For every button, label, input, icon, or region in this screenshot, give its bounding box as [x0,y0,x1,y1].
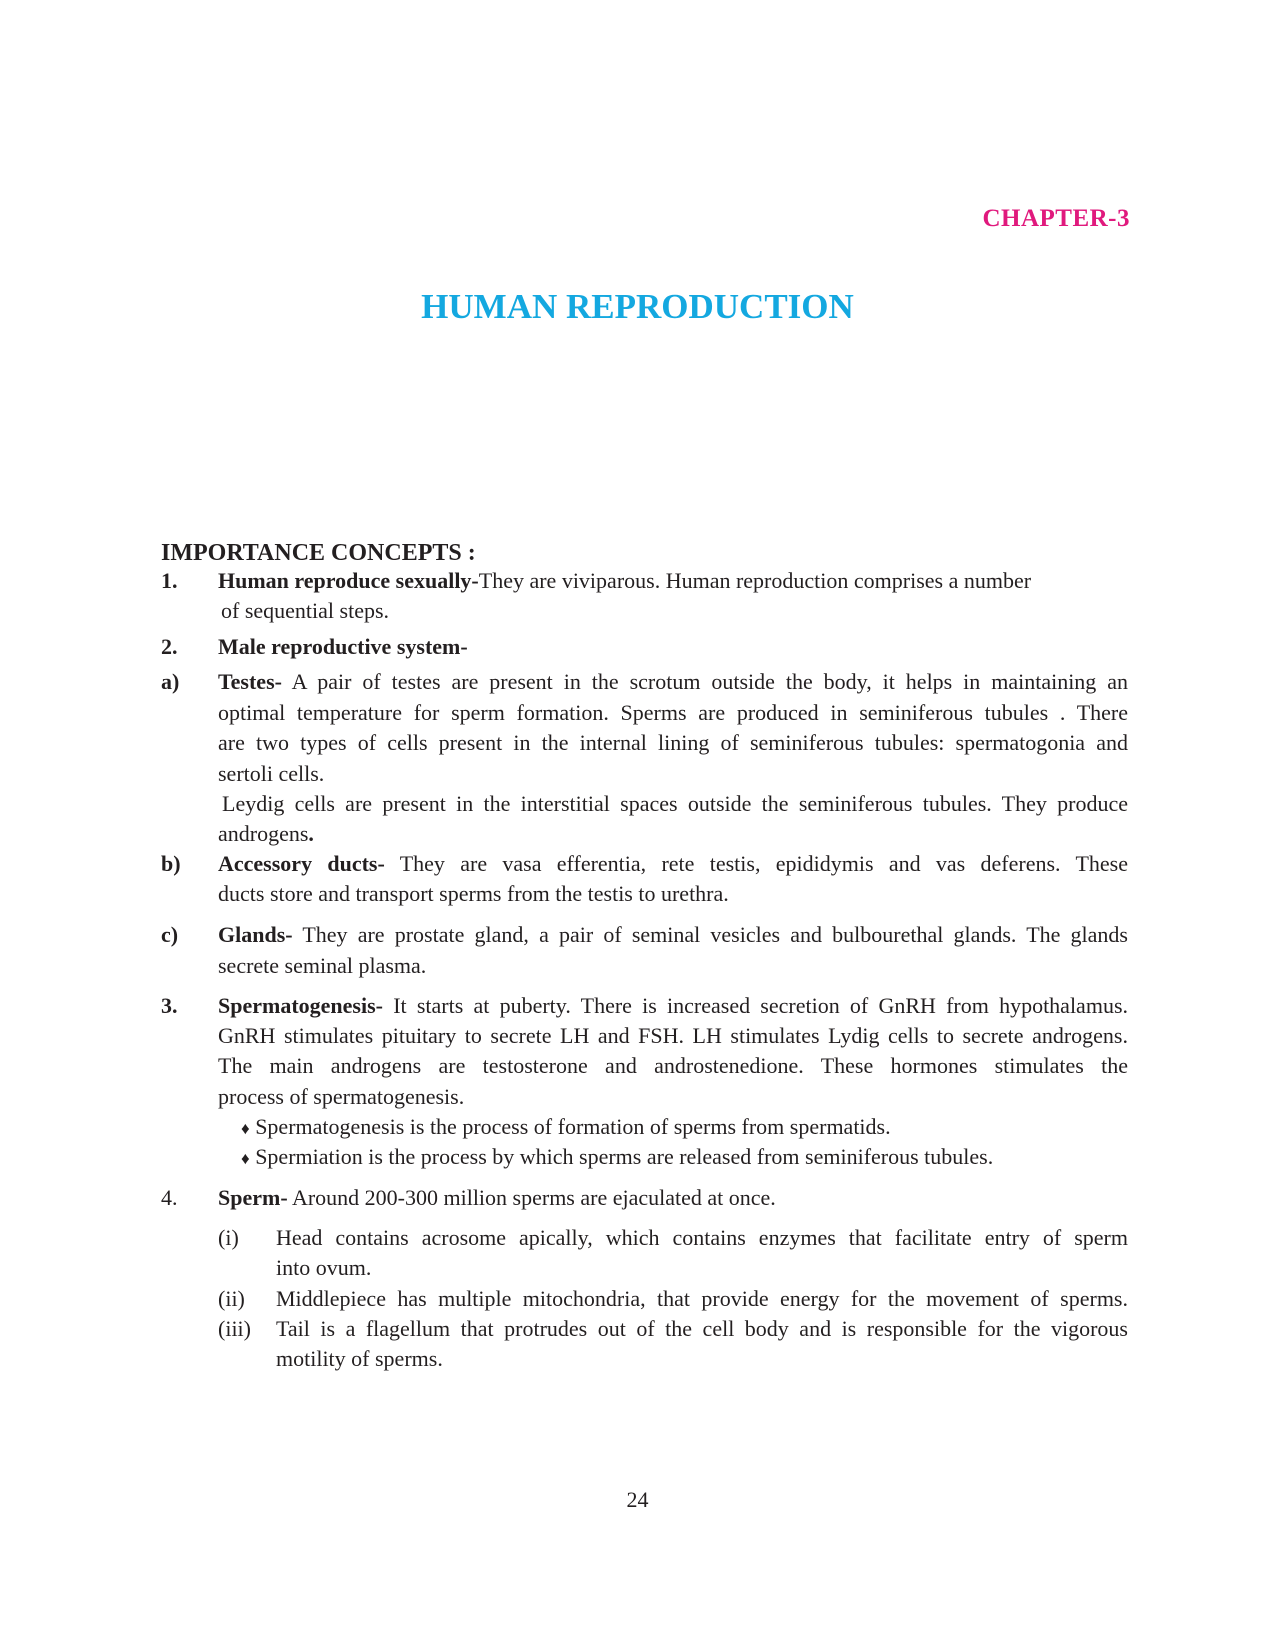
item-c-marker: c) [161,922,179,947]
item-4-text: Around 200-300 million sperms are ejaculated at once. [287,1185,776,1210]
item-b-text: They are vasa efferentia, rete testis, epididymis and vas deferens. These [384,851,1128,876]
sub-i-marker: (i) [218,1225,239,1250]
sub-ii-line-1: Middlepiece has multiple mitochondria, that provide energy for the movement of sperms. [276,1286,1128,1311]
item-a-line-6 [218,818,314,849]
item-a-marker: a) [161,669,180,694]
sub-iii-marker: (iii) [218,1316,251,1341]
bullet-2 [241,1141,993,1174]
item-2-marker: 2. [161,634,178,659]
bullet-diamond-icon: ♦ [241,1149,250,1168]
item-c-line-1 [218,919,1128,950]
bullet-1-text: Spermatogenesis is the process of formation of sperms from spermatids. [255,1114,891,1139]
item-b-marker: b) [161,851,181,876]
item-4-term: Sperm- [218,1185,288,1210]
item-1-marker: 1. [161,568,178,593]
item-a-line-3: are two types of cells present in the internal lining of seminiferous tubules: spermatogonia and [218,730,1128,755]
page-number: 24 [626,1487,649,1512]
bullet-1 [241,1111,891,1144]
item-1-line-1 [218,565,1031,596]
item-3-line-4: process of spermatogenesis. [218,1084,465,1109]
item-4-marker: 4. [161,1185,178,1210]
sub-i-line-1: Head contains acrosome apically, which contains enzymes that facilitate entry of sperm [276,1225,1128,1250]
item-b-term: Accessory ducts- [218,851,385,876]
item-3-marker: 3. [161,993,178,1018]
item-a-line-4: sertoli cells. [218,761,325,786]
item-1-term: Human reproduce sexually- [218,568,479,593]
section-heading: IMPORTANCE CONCEPTS : [161,540,476,566]
item-a-line-1 [218,666,1128,697]
item-4-line-1 [218,1182,776,1213]
item-c-term: Glands- [218,922,293,947]
item-c-text: They are prostate gland, a pair of seminal vesicles and bulbourethal glands. The glands [292,922,1128,947]
item-b-line-2: ducts store and transport sperms from the testis to urethra. [218,881,729,906]
item-a-line-6-period: . [308,821,314,846]
sub-i-line-2: into ovum. [276,1255,372,1280]
sub-iii-line-1: Tail is a flagellum that protrudes out of the cell body and is responsible for the vigorous [276,1316,1128,1341]
item-2-heading: Male reproductive system- [218,634,468,659]
page-title: HUMAN REPRODUCTION [421,287,854,326]
item-b-line-1 [218,848,1128,879]
item-c-line-2: secrete seminal plasma. [218,953,427,978]
item-3-line-1 [218,990,1128,1021]
item-a-term: Testes- [218,669,282,694]
item-3-line-3: The main androgens are testosterone and androstenedione. These hormones stimulates the [218,1053,1128,1078]
item-a-line-6-text: androgens [218,821,309,846]
item-1-line-2: of sequential steps. [221,598,390,623]
item-3-line-2: GnRH stimulates pituitary to secrete LH and FSH. LH stimulates Lydig cells to secrete androgens. [218,1023,1128,1048]
item-1-text: They are viviparous. Human reproduction comprises a number [478,568,1032,593]
item-3-text: It starts at puberty. There is increased secretion of GnRH from hypothalamus. [382,993,1128,1018]
chapter-label: CHAPTER-3 [982,205,1130,232]
item-a-line-5: Leydig cells are present in the interstitial spaces outside the seminiferous tubules. They produce [222,791,1128,816]
item-a-line-2: optimal temperature for sperm formation. Sperms are produced in seminiferous tubules . There [218,700,1128,725]
sub-iii-line-2: motility of sperms. [276,1346,443,1371]
bullet-2-text: Spermiation is the process by which sperms are released from seminiferous tubules. [255,1144,994,1169]
bullet-diamond-icon: ♦ [241,1119,250,1138]
sub-ii-marker: (ii) [218,1286,245,1311]
item-a-text: A pair of testes are present in the scrotum outside the body, it helps in maintaining an [281,669,1128,694]
item-3-term: Spermatogenesis- [218,993,383,1018]
